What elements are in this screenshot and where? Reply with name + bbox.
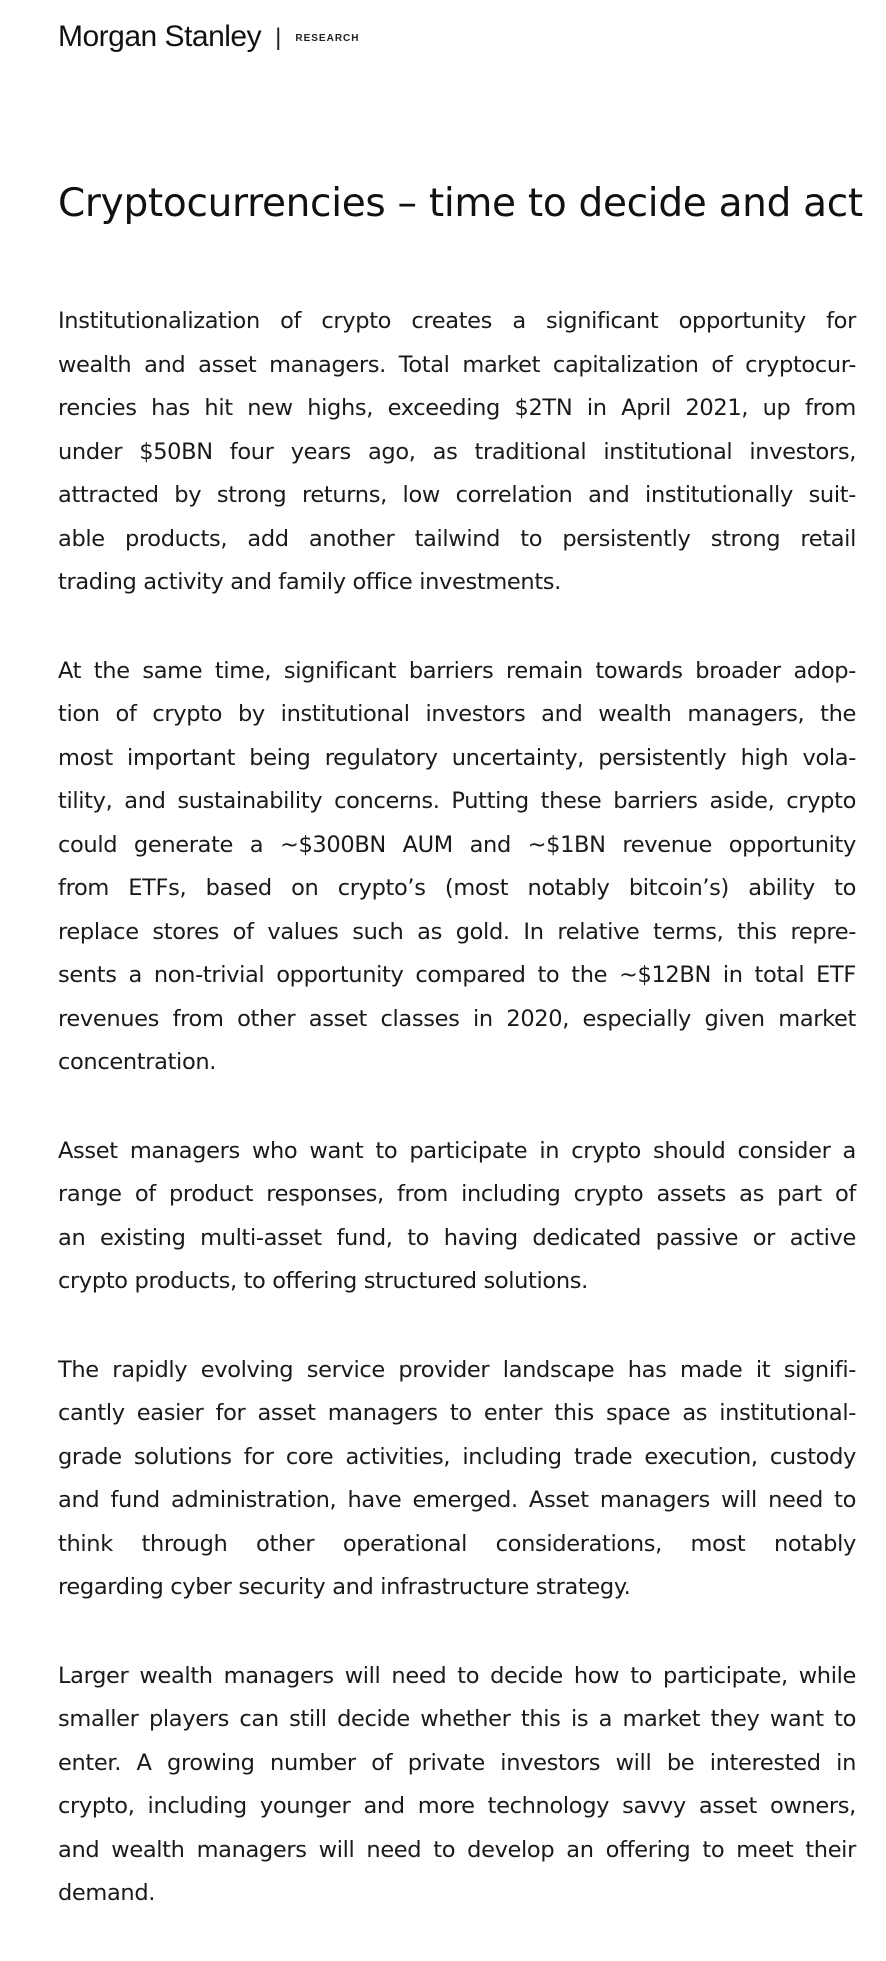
paragraph-line: most important being regulatory uncertainty, persistently high vola-: [58, 744, 856, 771]
paragraph-line: revenues from other asset classes in 2020, especially given market: [58, 1005, 856, 1032]
paragraph-line: Institutionalization of crypto creates a significant opportunity for: [58, 308, 856, 334]
paragraph-line: tion of crypto by institutional investors and wealth managers, the: [58, 701, 856, 727]
paragraph-line: smaller players can still decide whether this is a market they want to: [58, 1706, 856, 1732]
article-body: [58, 300, 856, 1961]
paragraph-line: range of product responses, from including crypto assets as part of: [58, 1181, 856, 1207]
paragraph-line: wealth and asset managers. Total market capitalization of cryptocur-: [58, 351, 856, 378]
paragraph-line: concentration.: [58, 1049, 217, 1075]
paragraph-line: At the same time, significant barriers remain towards broader adop-: [58, 657, 856, 684]
paragraph-line: Larger wealth managers will need to decide how to participate, while: [58, 1662, 856, 1689]
paragraph-1: [58, 300, 856, 605]
paragraph-line: replace stores of values such as gold. In relative terms, this repre-: [58, 918, 856, 945]
paragraph-line: and fund administration, have emerged. Asset managers will need to: [58, 1487, 856, 1513]
page-title: Cryptocurrencies – time to decide and act: [58, 181, 863, 226]
paragraph-line: crypto products, to offering structured solutions.: [58, 1268, 588, 1294]
paragraph-4: [58, 1349, 856, 1610]
paragraph-5: [58, 1655, 856, 1916]
paragraph-line: and wealth managers will need to develop an offering to meet their: [58, 1836, 856, 1863]
masthead: [58, 20, 359, 54]
paragraph-line: could generate a ~$300BN AUM and ~$1BN revenue opportunity: [58, 831, 856, 858]
paragraph-line: crypto, including younger and more technology savvy asset owners,: [58, 1793, 856, 1819]
paragraph-line: enter. A growing number of private investors will be interested in: [58, 1749, 856, 1776]
paragraph-line: cantly easier for asset managers to enter this space as institutional-: [58, 1400, 856, 1426]
paragraph-line: under $50BN four years ago, as traditional institutional investors,: [58, 438, 856, 465]
paragraph-line: trading activity and family office investments.: [58, 569, 561, 595]
paragraph-line: an existing multi-asset fund, to having dedicated passive or active: [58, 1224, 856, 1251]
paragraph-line: The rapidly evolving service provider landscape has made it signifi-: [58, 1356, 856, 1383]
brand-separator: |: [275, 24, 282, 51]
paragraph-line: sents a non-trivial opportunity compared to the ~$12BN in total ETF: [58, 962, 856, 988]
paragraph-line: tility, and sustainability concerns. Putting these barriers aside, crypto: [58, 788, 856, 814]
paragraph-line: from ETFs, based on crypto’s (most notably bitcoin’s) ability to: [58, 875, 856, 901]
paragraph-line: grade solutions for core activities, including trade execution, custody: [58, 1443, 856, 1470]
paragraph-line: attracted by strong returns, low correlation and institutionally suit-: [58, 482, 856, 508]
paragraph-line: regarding cyber security and infrastructure strategy.: [58, 1574, 631, 1600]
paragraph-line: think through other operational considerations, most notably: [58, 1530, 856, 1557]
paragraph-3: [58, 1130, 856, 1304]
brand-logo: Morgan Stanley: [58, 20, 262, 53]
paragraph-2: [58, 650, 856, 1085]
paragraph-line: demand.: [58, 1880, 156, 1906]
paragraph-line: Asset managers who want to participate in crypto should consider a: [58, 1137, 856, 1164]
paragraph-line: able products, add another tailwind to persistently strong retail: [58, 525, 856, 552]
paragraph-line: rencies has hit new highs, exceeding $2TN in April 2021, up from: [58, 395, 856, 421]
section-label: RESEARCH: [295, 32, 360, 44]
